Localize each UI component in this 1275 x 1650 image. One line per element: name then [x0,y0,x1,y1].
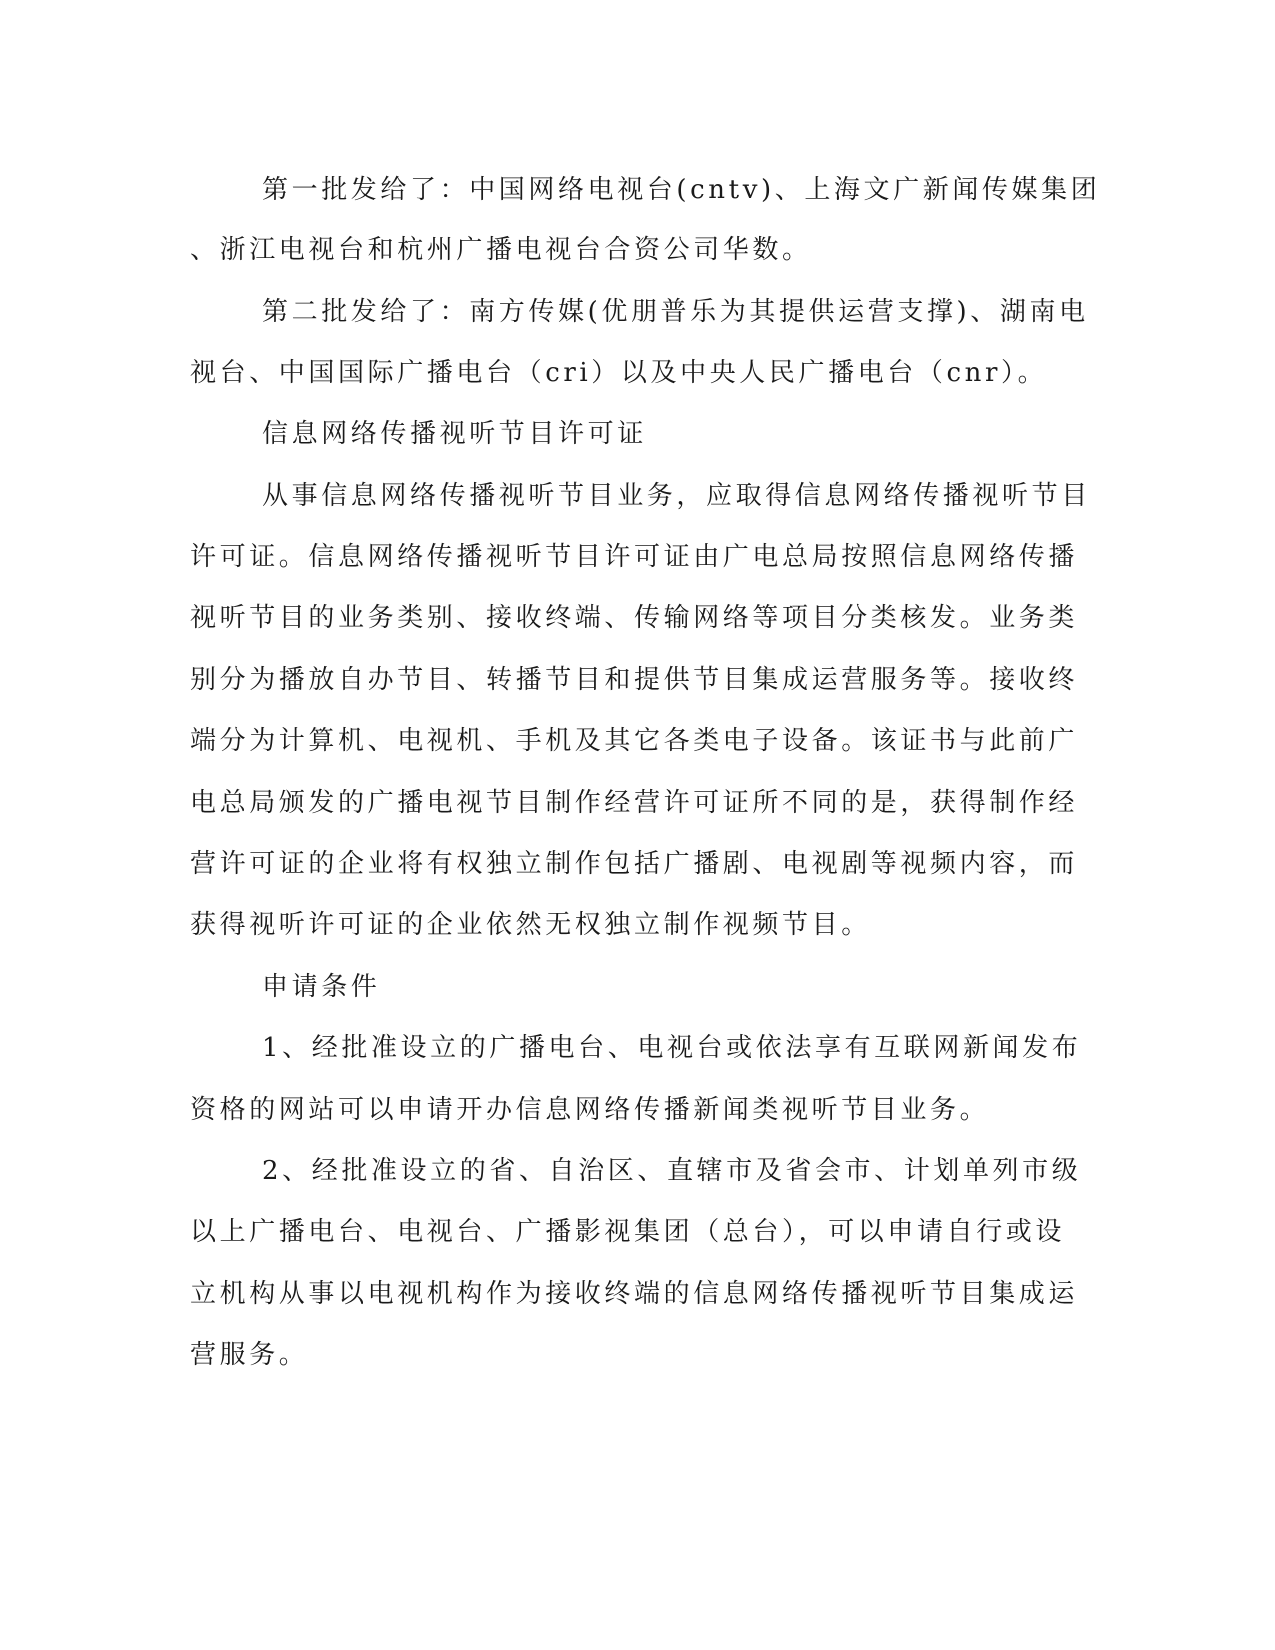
paragraph-batch-two-line-1: 第二批发给了：南方传媒(优朋普乐为其提供运营支撑)、湖南电 [262,297,1089,327]
condition-2-line-2: 以上广播电台、电视台、广播影视集团（总台），可以申请自行或设 [190,1217,1066,1247]
condition-1-line-2: 资格的网站可以申请开办信息网络传播新闻类视听节目业务。 [190,1095,990,1125]
condition-1-line-1: 1、经批准设立的广播电台、电视台或依法享有互联网新闻发布 [262,1033,1082,1063]
condition-2-line-3: 立机构从事以电视机构作为接收终端的信息网络传播视听节目集成运 [190,1279,1079,1309]
condition-2-line-4: 营服务。 [190,1340,309,1370]
paragraph-license-line-1: 从事信息网络传播视听节目业务，应取得信息网络传播视听节目 [262,481,1091,511]
paragraph-license-line-2: 许可证。信息网络传播视听节目许可证由广电总局按照信息网络传播 [190,542,1079,572]
section-heading-conditions: 申请条件 [262,972,381,1002]
condition-2-line-1: 2、经批准设立的省、自治区、直辖市及省会市、计划单列市级 [262,1156,1082,1186]
paragraph-license-line-8: 获得视听许可证的企业依然无权独立制作视频节目。 [190,910,871,940]
paragraph-license-line-7: 营许可证的企业将有权独立制作包括广播剧、电视剧等视频内容，而 [190,849,1079,879]
paragraph-batch-two-line-2: 视台、中国国际广播电台（cri）以及中央人民广播电台（cnr）。 [190,358,1048,388]
section-heading-license: 信息网络传播视听节目许可证 [262,419,647,449]
paragraph-license-line-5: 端分为计算机、电视机、手机及其它各类电子设备。该证书与此前广 [190,726,1079,756]
paragraph-license-line-6: 电总局颁发的广播电视节目制作经营许可证所不同的是，获得制作经 [190,788,1079,818]
paragraph-batch-one-line-2: 、浙江电视台和杭州广播电视台合资公司华数。 [190,235,812,265]
paragraph-license-line-3: 视听节目的业务类别、接收终端、传输网络等项目分类核发。业务类 [190,603,1079,633]
paragraph-batch-one-line-1: 第一批发给了：中国网络电视台(cntv)、上海文广新闻传媒集团 [262,175,1101,205]
paragraph-license-line-4: 别分为播放自办节目、转播节目和提供节目集成运营服务等。接收终 [190,665,1079,695]
